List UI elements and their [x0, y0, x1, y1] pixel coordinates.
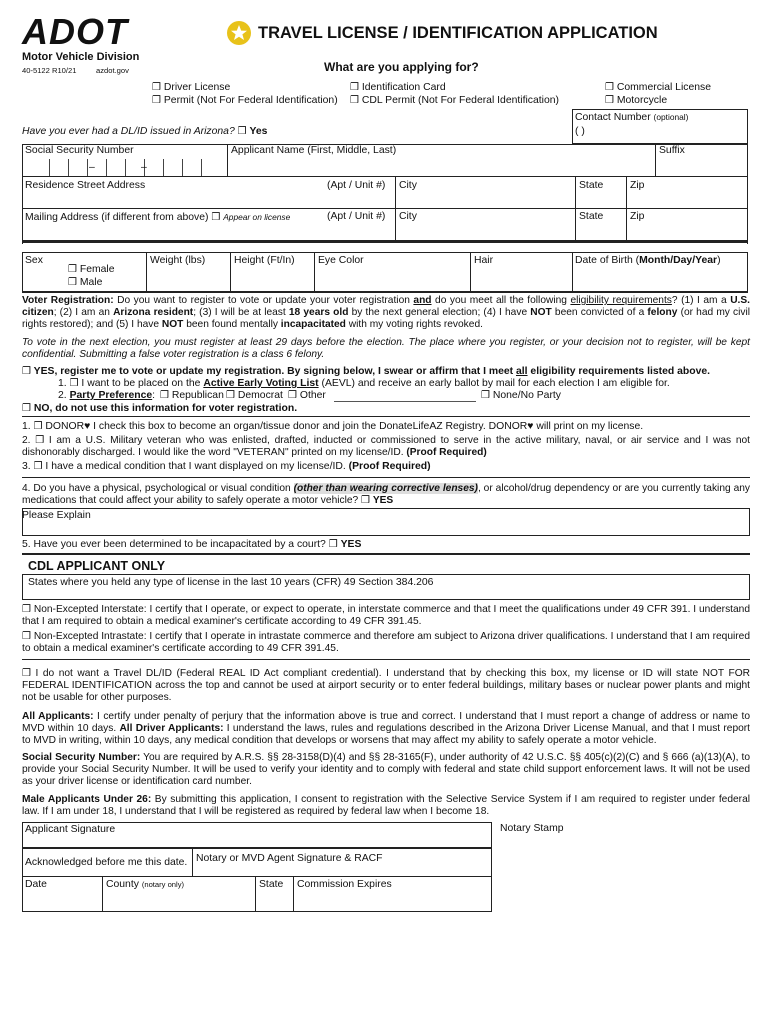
ssn-dash: – [141, 162, 147, 173]
apply-question: What are you applying for? [324, 60, 479, 74]
checkbox-icon[interactable]: ❒ [350, 95, 359, 106]
website-link[interactable]: azdot.gov [96, 66, 129, 75]
state-label: State [579, 180, 604, 191]
checkbox-icon[interactable]: ❒ [35, 435, 45, 446]
date-label: Date [25, 879, 47, 890]
voter-text-segment: ; (3) I will be at least [193, 307, 289, 319]
party-none[interactable]: ❒ None/No Party [481, 390, 562, 401]
logo-text: ADOT [22, 11, 128, 52]
veteran-option[interactable]: 2. ❒ I am a U.S. Military veteran who was enlisted, drafted, inducted or commissioned to serve in the active military, naval, or air service and I was not dishonorably discharged. I would like the word "VETERAN" printed on my license/ID. (Proof Required) [22, 435, 750, 459]
contact-label: Contact Number (optional) [575, 112, 689, 123]
apt-label: (Apt / Unit #) [327, 211, 386, 222]
form-number: 40-5122 R10/21 [22, 66, 77, 75]
date-input[interactable] [24, 893, 100, 909]
cdl-interstate-option[interactable]: ❒ Non-Excepted Interstate: I certify that I operate, or expect to operate, in interstate commerce and that I meet the qualifications under 49 CFR 391. I understand that I am required to obtain a medical examiner's certificate according to 49 CFR 391.45. [22, 604, 750, 628]
voter-text-segment: Do you want to register to vote or update your voter registration [113, 295, 414, 306]
explain-label: Please Explain [22, 510, 91, 521]
checkbox-icon[interactable]: ❒ [226, 390, 235, 401]
mailing-label[interactable]: Mailing Address (if different from above) ❒ Appear on license [25, 212, 291, 223]
voter-text-segment: Voter Registration: [22, 295, 114, 306]
aevl-link[interactable]: Active Early Voting List [203, 378, 319, 389]
zip-label: Zip [630, 180, 645, 191]
checkbox-icon[interactable]: ❒ [33, 421, 43, 432]
contact-area-code: ( ) [575, 126, 585, 137]
applicant-name-input[interactable] [231, 158, 651, 175]
acknowledged-label: Acknowledged before me this date. [25, 857, 188, 868]
dob-label: Date of Birth (Month/Day/Year) [575, 255, 721, 266]
sex-male[interactable]: ❒ Male [68, 277, 103, 288]
checkbox-icon[interactable]: ❒ [22, 604, 31, 615]
checkbox-icon[interactable]: ❒ [160, 390, 169, 401]
logo-subtitle: Motor Vehicle Division [22, 51, 140, 63]
checkbox-icon[interactable]: ❒ [152, 82, 161, 93]
eye-label: Eye Color [318, 255, 364, 266]
explain-input[interactable] [22, 508, 750, 536]
voter-text-segment: NOT [161, 319, 184, 331]
checkbox-icon[interactable]: ❒ [22, 403, 31, 414]
checkbox-icon[interactable]: ❒ [69, 378, 79, 389]
applicant-name-label: Applicant Name (First, Middle, Last) [231, 145, 397, 156]
sex-female[interactable]: ❒ Female [68, 264, 115, 275]
checkbox-icon[interactable]: ❒ [328, 539, 338, 550]
party-democrat[interactable]: ❒ Democrat [226, 390, 283, 401]
voter-text-segment: incapacitated [280, 319, 346, 331]
opt-motorcycle[interactable]: ❒ Motorcycle [605, 95, 668, 106]
ssn-dash: – [89, 162, 95, 173]
voter-no-option[interactable]: ❒ NO, do not use this information for voter registration. [22, 403, 298, 414]
gold-star-icon [226, 20, 252, 46]
state-label: State [259, 879, 284, 890]
cdl-states-label: States where you held any type of license in the last 10 years (CFR) 49 Section 384.206 [28, 577, 434, 588]
county-input[interactable] [104, 893, 253, 909]
ssn-label: Social Security Number [25, 145, 134, 156]
checkbox-icon[interactable]: ❒ [152, 95, 161, 106]
medical-option[interactable]: 3. ❒ I have a medical condition that I want displayed on my license/ID. (Proof Required) [22, 461, 431, 472]
voter-registration-text [22, 295, 750, 332]
apt-label: (Apt / Unit #) [327, 180, 386, 191]
party-republican[interactable]: ❒ Republican [160, 390, 224, 401]
voter-text-segment: been convicted of a [551, 307, 648, 319]
all-applicants-text: All Applicants: I certify under penalty of perjury that the information above is true and correct. I understand that I must report a change of address or name to MVD within 10 days. All Driver Applicants: I understand the laws, rules and regulations described in the Arizona Driver License Manual, and that I must report to MVD in writing, within 10 days, any medical condition that develops or worsens that may affect my ability to safely operate a motor vehicle. [22, 711, 750, 747]
residence-label: Residence Street Address [25, 180, 146, 191]
commission-expires-label: Commission Expires [297, 879, 392, 890]
voter-text-segment: with my voting rights revoked. [345, 319, 483, 331]
checkbox-icon[interactable]: ❒ [361, 495, 370, 507]
commission-expires-input[interactable] [295, 893, 489, 909]
party-other[interactable]: ❒ Other [288, 390, 326, 401]
checkbox-icon[interactable]: ❒ [211, 212, 221, 223]
ssn-notice-text: Social Security Number: You are required by A.R.S. §§ 28-3158(D)(4) and §§ 28-3165(F), under authority of 42 U.S.C. §§ 405(c)(2)(C) and § 666 (a)(13)(A), to provide your Social Security Number. It will be used to verify your identity and to comply with federal and state child support enforcement laws. It will not be used as your driver license or identification card number. [22, 752, 750, 788]
zip-label: Zip [630, 211, 645, 222]
prior-dl-question[interactable]: Have you ever had a DL/ID issued in Arizona? ❒ Yes [22, 126, 268, 137]
checkbox-icon[interactable]: ❒ [605, 95, 614, 106]
checkbox-icon[interactable]: ❒ [350, 82, 359, 93]
cdl-section-title: CDL APPLICANT ONLY [28, 559, 166, 573]
cdl-intrastate-option[interactable]: ❒ Non-Excepted Intrastate: I certify that I operate in intrastate commerce and therefore am subject to Arizona driver qualifications. I understand that I am required to obtain a medical examiner's certificate according to 49 CFR 391.45. [22, 631, 750, 655]
checkbox-icon[interactable]: ❒ [68, 264, 77, 275]
adot-logo [22, 11, 162, 64]
checkbox-icon[interactable]: ❒ [68, 277, 77, 288]
checkbox-icon[interactable]: ❒ [22, 631, 31, 642]
agent-signature-label: Notary or MVD Agent Signature & RACF [196, 853, 383, 864]
applicant-signature-label: Applicant Signature [25, 824, 116, 835]
no-travel-id-option[interactable]: ❒ I do not want a Travel DL/ID (Federal REAL ID Act compliant credential). I understand that by checking this box, my license or ID will state NOT FOR FEDERAL IDENTIFICATION across the top and cannot be used at airport security or to enter federal buildings, military bases or nuclear power plants and might not be usable for other purposes. [22, 668, 750, 704]
voter-text-segment: U.S. citizen [22, 295, 751, 319]
opt-identification-card[interactable]: ❒ Identification Card [350, 82, 446, 93]
early-voting-option[interactable]: 1. ❒ I want to be placed on the Active Early Voting List (AEVL) and receive an early ballot by mail for each election I am eligible for. [58, 378, 670, 389]
checkbox-icon[interactable]: ❒ [237, 126, 247, 137]
voter-notice: To vote in the next election, you must register at least 29 days before the election. The place where you register, or your decision not to register, will be kept confidential. Submitting a false voter registration is a class 6 felony. [22, 337, 750, 361]
voter-text-segment: do you meet all the following [431, 295, 571, 306]
checkbox-icon[interactable]: ❒ [605, 82, 614, 93]
q4-question: 4. Do you have a physical, psychological or visual condition (other than wearing corrective lenses), or alcohol/drug dependency or are you currently taking any medications that could affect your ability to safely operate a motor vehicle? ❒ YES [22, 483, 751, 507]
sex-label: Sex [25, 255, 43, 266]
voter-text-segment: Arizona resident [113, 307, 194, 319]
voter-text-segment: NOT [530, 307, 552, 319]
checkbox-icon[interactable]: ❒ [33, 461, 43, 472]
opt-permit[interactable]: ❒ Permit (Not For Federal Identification) [152, 95, 338, 106]
hair-label: Hair [474, 255, 494, 266]
state-input[interactable] [257, 893, 291, 909]
checkbox-icon[interactable]: ❒ [288, 390, 297, 401]
height-label: Height (Ft/In) [234, 255, 295, 266]
voter-text-segment: and [413, 295, 432, 306]
opt-driver-license[interactable]: ❒ Driver License [152, 82, 231, 93]
checkbox-icon[interactable]: ❒ [481, 390, 490, 401]
voter-text-segment: (or had my civil rights restored); and (5) I have [22, 307, 751, 331]
city-label: City [399, 211, 417, 222]
state-label: State [579, 211, 604, 222]
voter-text-segment: eligibility requirements [570, 295, 672, 306]
party-other-line[interactable] [334, 401, 476, 402]
opt-commercial-license[interactable]: ❒ Commercial License [605, 82, 711, 93]
county-label: County (notary only) [106, 879, 185, 890]
q5-question[interactable]: 5. Have you ever been determined to be incapacitated by a court? ❒ YES [22, 539, 362, 550]
form-title: TRAVEL LICENSE / IDENTIFICATION APPLICATION [258, 24, 658, 42]
checkbox-icon[interactable]: ❒ [22, 668, 31, 679]
voter-text-segment: by the next general election; (4) I have [348, 307, 531, 319]
voter-text-segment: been found mentally [183, 319, 281, 331]
opt-cdl-permit[interactable]: ❒ CDL Permit (Not For Federal Identification) [350, 95, 559, 106]
suffix-label: Suffix [659, 145, 685, 156]
voter-text-segment: 18 years old [288, 307, 349, 319]
agent-signature-input[interactable] [194, 866, 490, 875]
male-applicants-text: Male Applicants Under 26: By submitting this application, I consent to registration with the Selective Service System if I am required to register under federal law. If I am under 18, I understand that I will be registered as required by federal law when I become 18. [22, 794, 750, 818]
city-label: City [399, 180, 417, 191]
notary-stamp-label: Notary Stamp [500, 823, 564, 834]
voter-text-segment: ? (1) I am a [671, 295, 731, 306]
donor-option[interactable]: 1. ❒ DONOR♥ I check this box to become an organ/tissue donor and join the DonateLifeAZ Registry. DONOR♥ will print on my license. [22, 421, 644, 432]
voter-yes-option[interactable]: ❒ YES, register me to vote or update my registration. By signing below, I swear or affirm that I meet all eligibility requirements listed above. [22, 366, 711, 377]
weight-label: Weight (lbs) [150, 255, 206, 266]
ssn-input[interactable] [30, 158, 222, 176]
voter-text-segment: felony [647, 307, 678, 319]
checkbox-icon[interactable]: ❒ [22, 366, 31, 377]
party-preference[interactable]: 2. Party Preference: [58, 390, 156, 401]
voter-text-segment: ; (2) I am an [53, 307, 114, 319]
